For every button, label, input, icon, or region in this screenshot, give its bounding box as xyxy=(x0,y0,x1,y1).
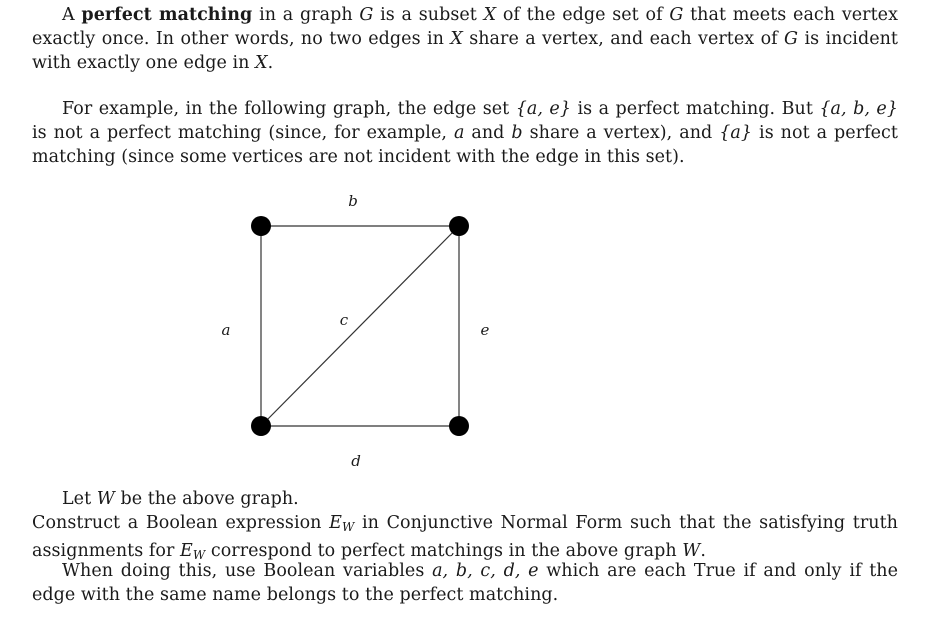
term-perfect-matching: perfect matching xyxy=(81,5,253,25)
vertex-bottom-left xyxy=(251,416,271,436)
example-paragraph: For example, in the following graph, the edge set {a, e} is a perfect matching. But {a, b, e} is not a perfect matching (since, for example, a and b share a vertex), and {a} is not a perfect matching (since some vertices are not incident with the edge in this set). xyxy=(32,99,898,167)
edge-label-c: c xyxy=(339,311,349,329)
vertex-top-right xyxy=(449,216,469,236)
edge-label-d: d xyxy=(351,452,361,470)
edge-label-b: b xyxy=(348,192,358,210)
definition-paragraph: A perfect matching in a graph G is a subset X of the edge set of G that meets each vertex exactly once. In other words, no two edges in X share a vertex, and each vertex of G is incident with exactly one edge in X. xyxy=(32,5,899,73)
task-variables-paragraph: When doing this, use Boolean variables a, b, c, d, e which are each True if and only if the edge with the same name belongs to the perfect matching. xyxy=(32,561,899,605)
edge-label-a: a xyxy=(221,321,231,339)
edge-c xyxy=(261,226,459,426)
set-a: {a} xyxy=(719,123,753,143)
set-a-b-e: {a, b, e} xyxy=(819,99,898,119)
variable-list: a, b, c, d, e xyxy=(432,561,539,581)
set-a-e: {a, e} xyxy=(515,99,572,119)
vertex-top-left xyxy=(251,216,271,236)
task-construct-paragraph: Construct a Boolean expression $E_W$ in Conjunctive Normal Form such that the satisfying truth assignments for $E_W$ correspond to perfect matchings in the above graph W. xyxy=(32,513,898,562)
task-intro-line: Let W be the above graph. xyxy=(62,489,299,509)
edge-label-e: e xyxy=(480,321,490,339)
vertex-bottom-right xyxy=(449,416,469,436)
